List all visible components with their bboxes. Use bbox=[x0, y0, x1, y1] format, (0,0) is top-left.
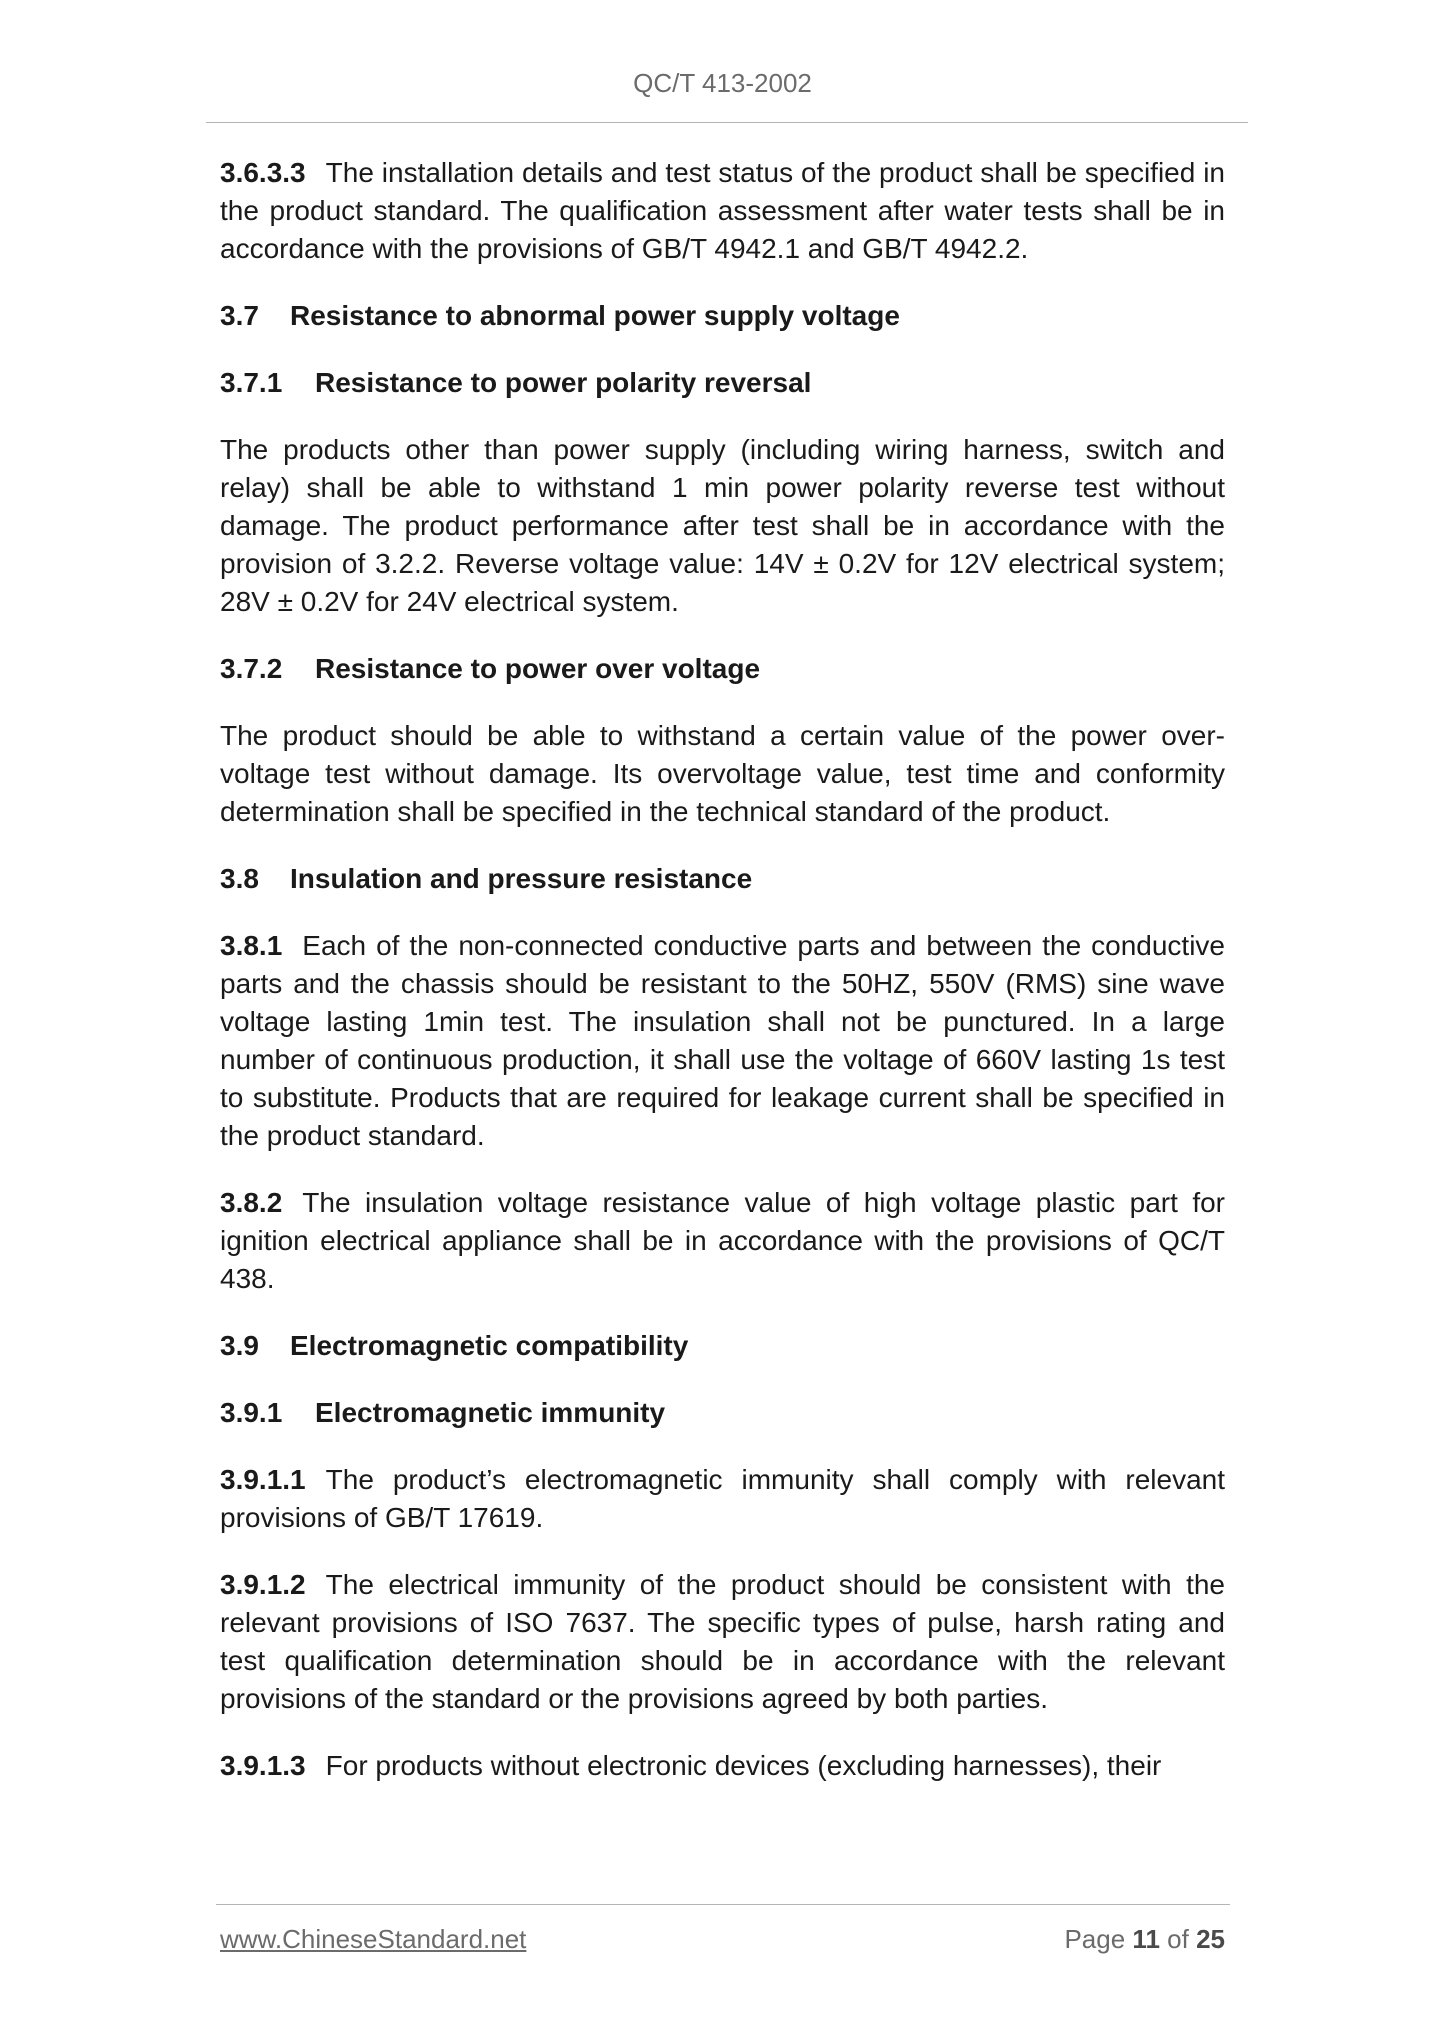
heading-title: Electromagnetic immunity bbox=[315, 1397, 666, 1428]
clause-3-8-2 bbox=[220, 1184, 1225, 1298]
heading-3-7-2 bbox=[220, 650, 1225, 688]
clause-3-9-1-1 bbox=[220, 1461, 1225, 1537]
heading-3-7 bbox=[220, 297, 1225, 335]
heading-3-7-1 bbox=[220, 364, 1225, 402]
heading-3-9 bbox=[220, 1327, 1225, 1365]
clause-number: 3.9.1.1 bbox=[220, 1464, 306, 1495]
heading-number: 3.7.2 bbox=[220, 653, 283, 684]
clause-3-9-1-2 bbox=[220, 1566, 1225, 1718]
page-indicator bbox=[1064, 1924, 1225, 1955]
heading-title: Resistance to power over voltage bbox=[315, 653, 761, 684]
heading-title: Resistance to abnormal power supply voltage bbox=[290, 300, 900, 331]
clause-text: The product’s electromagnetic immunity shall comply with relevant provisions of GB/T 17619. bbox=[220, 1464, 1225, 1533]
heading-3-9-1 bbox=[220, 1394, 1225, 1432]
heading-title: Insulation and pressure resistance bbox=[290, 863, 753, 894]
document-body bbox=[220, 154, 1225, 1814]
heading-title: Electromagnetic compatibility bbox=[290, 1330, 689, 1361]
page-label: Page bbox=[1064, 1924, 1126, 1954]
clause-text: The electrical immunity of the product should be consistent with the relevant provisions of ISO 7637. The specific types of pulse, harsh rating and test qualification determination should be in accordance with the relevant provisions of the standard or the provisions agreed by both parties. bbox=[220, 1569, 1225, 1714]
clause-3-7-2-body: The product should be able to withstand a certain value of the power over-voltage test without damage. Its overvoltage value, test time and conformity determination shall be specified in the technical standard of the product. bbox=[220, 720, 1225, 827]
footer-divider bbox=[216, 1904, 1230, 1905]
clause-text: The installation details and test status of the product shall be specified in the product standard. The qualification assessment after water tests shall be in accordance with the provisions of GB/T 4942.1 and GB/T 4942.2. bbox=[220, 157, 1225, 264]
clause-text: For products without electronic devices (excluding harnesses), their bbox=[325, 1750, 1162, 1781]
clause-number: 3.9.1.3 bbox=[220, 1750, 306, 1781]
clause-number: 3.6.3.3 bbox=[220, 157, 306, 188]
page-header-doc-code: QC/T 413-2002 bbox=[633, 68, 812, 98]
heading-number: 3.9 bbox=[220, 1330, 259, 1361]
clause-number: 3.8.2 bbox=[220, 1187, 283, 1218]
heading-3-8 bbox=[220, 860, 1225, 898]
header-divider bbox=[206, 122, 1248, 123]
clause-number: 3.8.1 bbox=[220, 930, 283, 961]
clause-text: The insulation voltage resistance value of high voltage plastic part for ignition electrical appliance shall be in accordance with the provisions of QC/T 438. bbox=[220, 1187, 1225, 1294]
heading-title: Resistance to power polarity reversal bbox=[315, 367, 812, 398]
clause-3-8-1 bbox=[220, 927, 1225, 1155]
heading-number: 3.7 bbox=[220, 300, 259, 331]
website-link[interactable]: www.ChineseStandard.net bbox=[220, 1924, 527, 1954]
page-of: of bbox=[1167, 1924, 1189, 1954]
clause-3-9-1-3 bbox=[220, 1747, 1225, 1785]
clause-3-7-1-body: The products other than power supply (including wiring harness, switch and relay) shall be able to withstand 1 min power polarity reverse test without damage. The product performance after test shall be in accordance with the provision of 3.2.2. Reverse voltage value: 14V ± 0.2V for 12V electrical system; 28V ± 0.2V for 24V electrical system. bbox=[220, 434, 1225, 617]
heading-number: 3.9.1 bbox=[220, 1397, 283, 1428]
heading-number: 3.8 bbox=[220, 863, 259, 894]
page-total: 25 bbox=[1196, 1924, 1225, 1954]
clause-3-6-3-3 bbox=[220, 154, 1225, 268]
clause-text: Each of the non-connected conductive parts and between the conductive parts and the chassis should be resistant to the 50HZ, 550V (RMS) sine wave voltage lasting 1min test. The insulation shall not be punctured. In a large number of continuous production, it shall use the voltage of 660V lasting 1s test to substitute. Products that are required for leakage current shall be specified in the product standard. bbox=[220, 930, 1225, 1151]
clause-number: 3.9.1.2 bbox=[220, 1569, 306, 1600]
heading-number: 3.7.1 bbox=[220, 367, 283, 398]
page-current: 11 bbox=[1132, 1924, 1160, 1954]
